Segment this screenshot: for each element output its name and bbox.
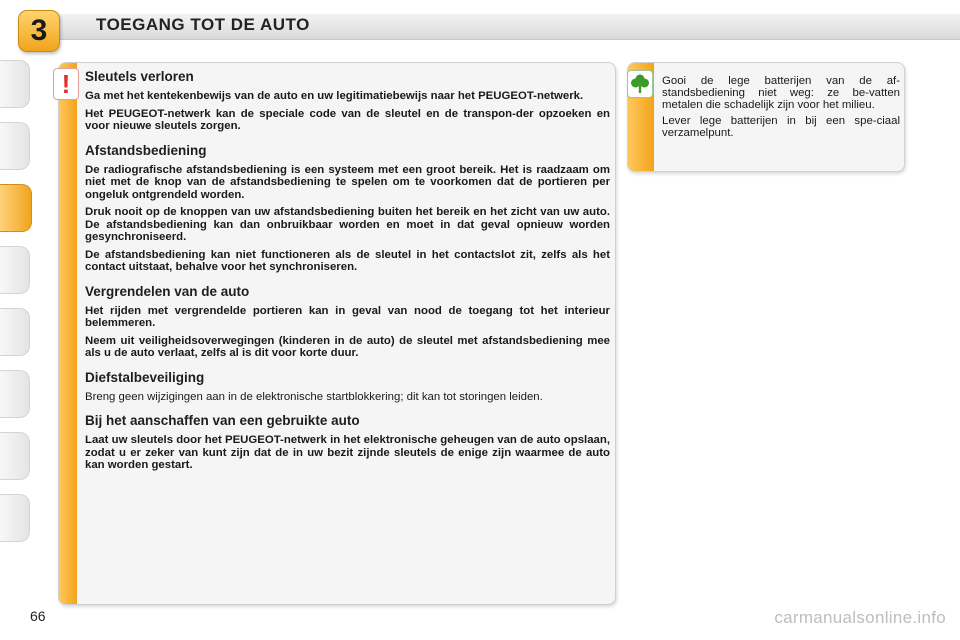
exclamation-icon: ! — [53, 68, 79, 100]
main-content-panel — [58, 62, 616, 605]
section-title-lost-keys: Sleutels verloren — [85, 69, 194, 84]
environment-note-panel — [627, 62, 905, 172]
chapter-tab-2[interactable] — [0, 122, 30, 170]
section-title-anti-theft: Diefstalbeveiliging — [85, 369, 205, 385]
section-title-remote-control: Afstandsbediening — [85, 142, 207, 158]
note-paragraph: Gooi de lege batterijen van de af-standsbediening niet weg: ze be-vatten metalen die schadelijk zijn voor het milieu. — [662, 75, 900, 111]
panel-accent-stripe — [59, 63, 77, 604]
chapter-badge: 3 — [18, 10, 60, 52]
paragraph: Breng geen wijzigingen aan in de elektronische startblokkering; dit kan tot storingen leiden. — [85, 390, 543, 403]
paragraph: Het PEUGEOT-netwerk kan de speciale code van de sleutel en de transpon-der opzoeken en voor nieuwe sleutels zorgen. — [85, 107, 610, 132]
watermark: carmanualsonline.info — [774, 608, 946, 627]
paragraph: Ga met het kentekenbewijs van de auto en uw legitimatiebewijs naar het PEUGEOT-netwerk. — [85, 90, 584, 102]
paragraph: Laat uw sleutels door het PEUGEOT-netwerk in het elektronische geheugen van de auto opslaan, zodat u er zeker van kunt zijn dat de in uw bezit zijnde sleutels de enige zijn waarmee de auto kan worden gestart. — [85, 434, 610, 471]
chapter-tab-3-active[interactable] — [0, 184, 32, 232]
page-number: 66 — [30, 608, 46, 624]
paragraph: De afstandsbediening kan niet functioneren als de sleutel in het contactslot zit, zelfs als het contact uitstaat, behalve voor het synchroniseren. — [85, 248, 610, 273]
tree-icon — [627, 70, 653, 98]
note-content — [662, 75, 900, 143]
chapter-tab-8[interactable] — [0, 494, 30, 542]
chapter-tab-5[interactable] — [0, 308, 30, 356]
paragraph: De radiografische afstandsbediening is een systeem met een groot bereik. Het is raadzaam om niet met de knop van de afstandsbediening te spelen om te voorkomen dat de portieren per ongeluk ontgrendeld worden. — [85, 163, 610, 201]
panel-content — [85, 67, 610, 477]
note-paragraph: Lever lege batterijen in bij een spe-ciaal verzamelpunt. — [662, 115, 900, 139]
chapter-tab-6[interactable] — [0, 370, 30, 418]
page-title: TOEGANG TOT DE AUTO — [96, 15, 310, 34]
section-title-used-car: Bij het aanschaffen van een gebruikte auto — [85, 413, 360, 428]
paragraph: Neem uit veiligheidsoverwegingen (kinderen in de auto) de sleutel met afstandsbediening mee als u de auto verlaat, zelfs al is dit voor korte duur. — [85, 334, 610, 359]
section-title-locking: Vergrendelen van de auto — [85, 283, 250, 299]
paragraph: Het rijden met vergrendelde portieren kan in geval van nood de toegang tot het interieur belemmeren. — [85, 304, 610, 329]
chapter-tab-7[interactable] — [0, 432, 30, 480]
chapter-tab-4[interactable] — [0, 246, 30, 294]
chapter-tabs — [0, 60, 34, 580]
chapter-tab-1[interactable] — [0, 60, 30, 108]
paragraph: Druk nooit op de knoppen van uw afstandsbediening buiten het bereik en het zicht van uw auto. De afstandsbediening kan dan onbruikbaar worden en moet in dat geval opnieuw worden gesynchroniseerd. — [85, 206, 610, 243]
